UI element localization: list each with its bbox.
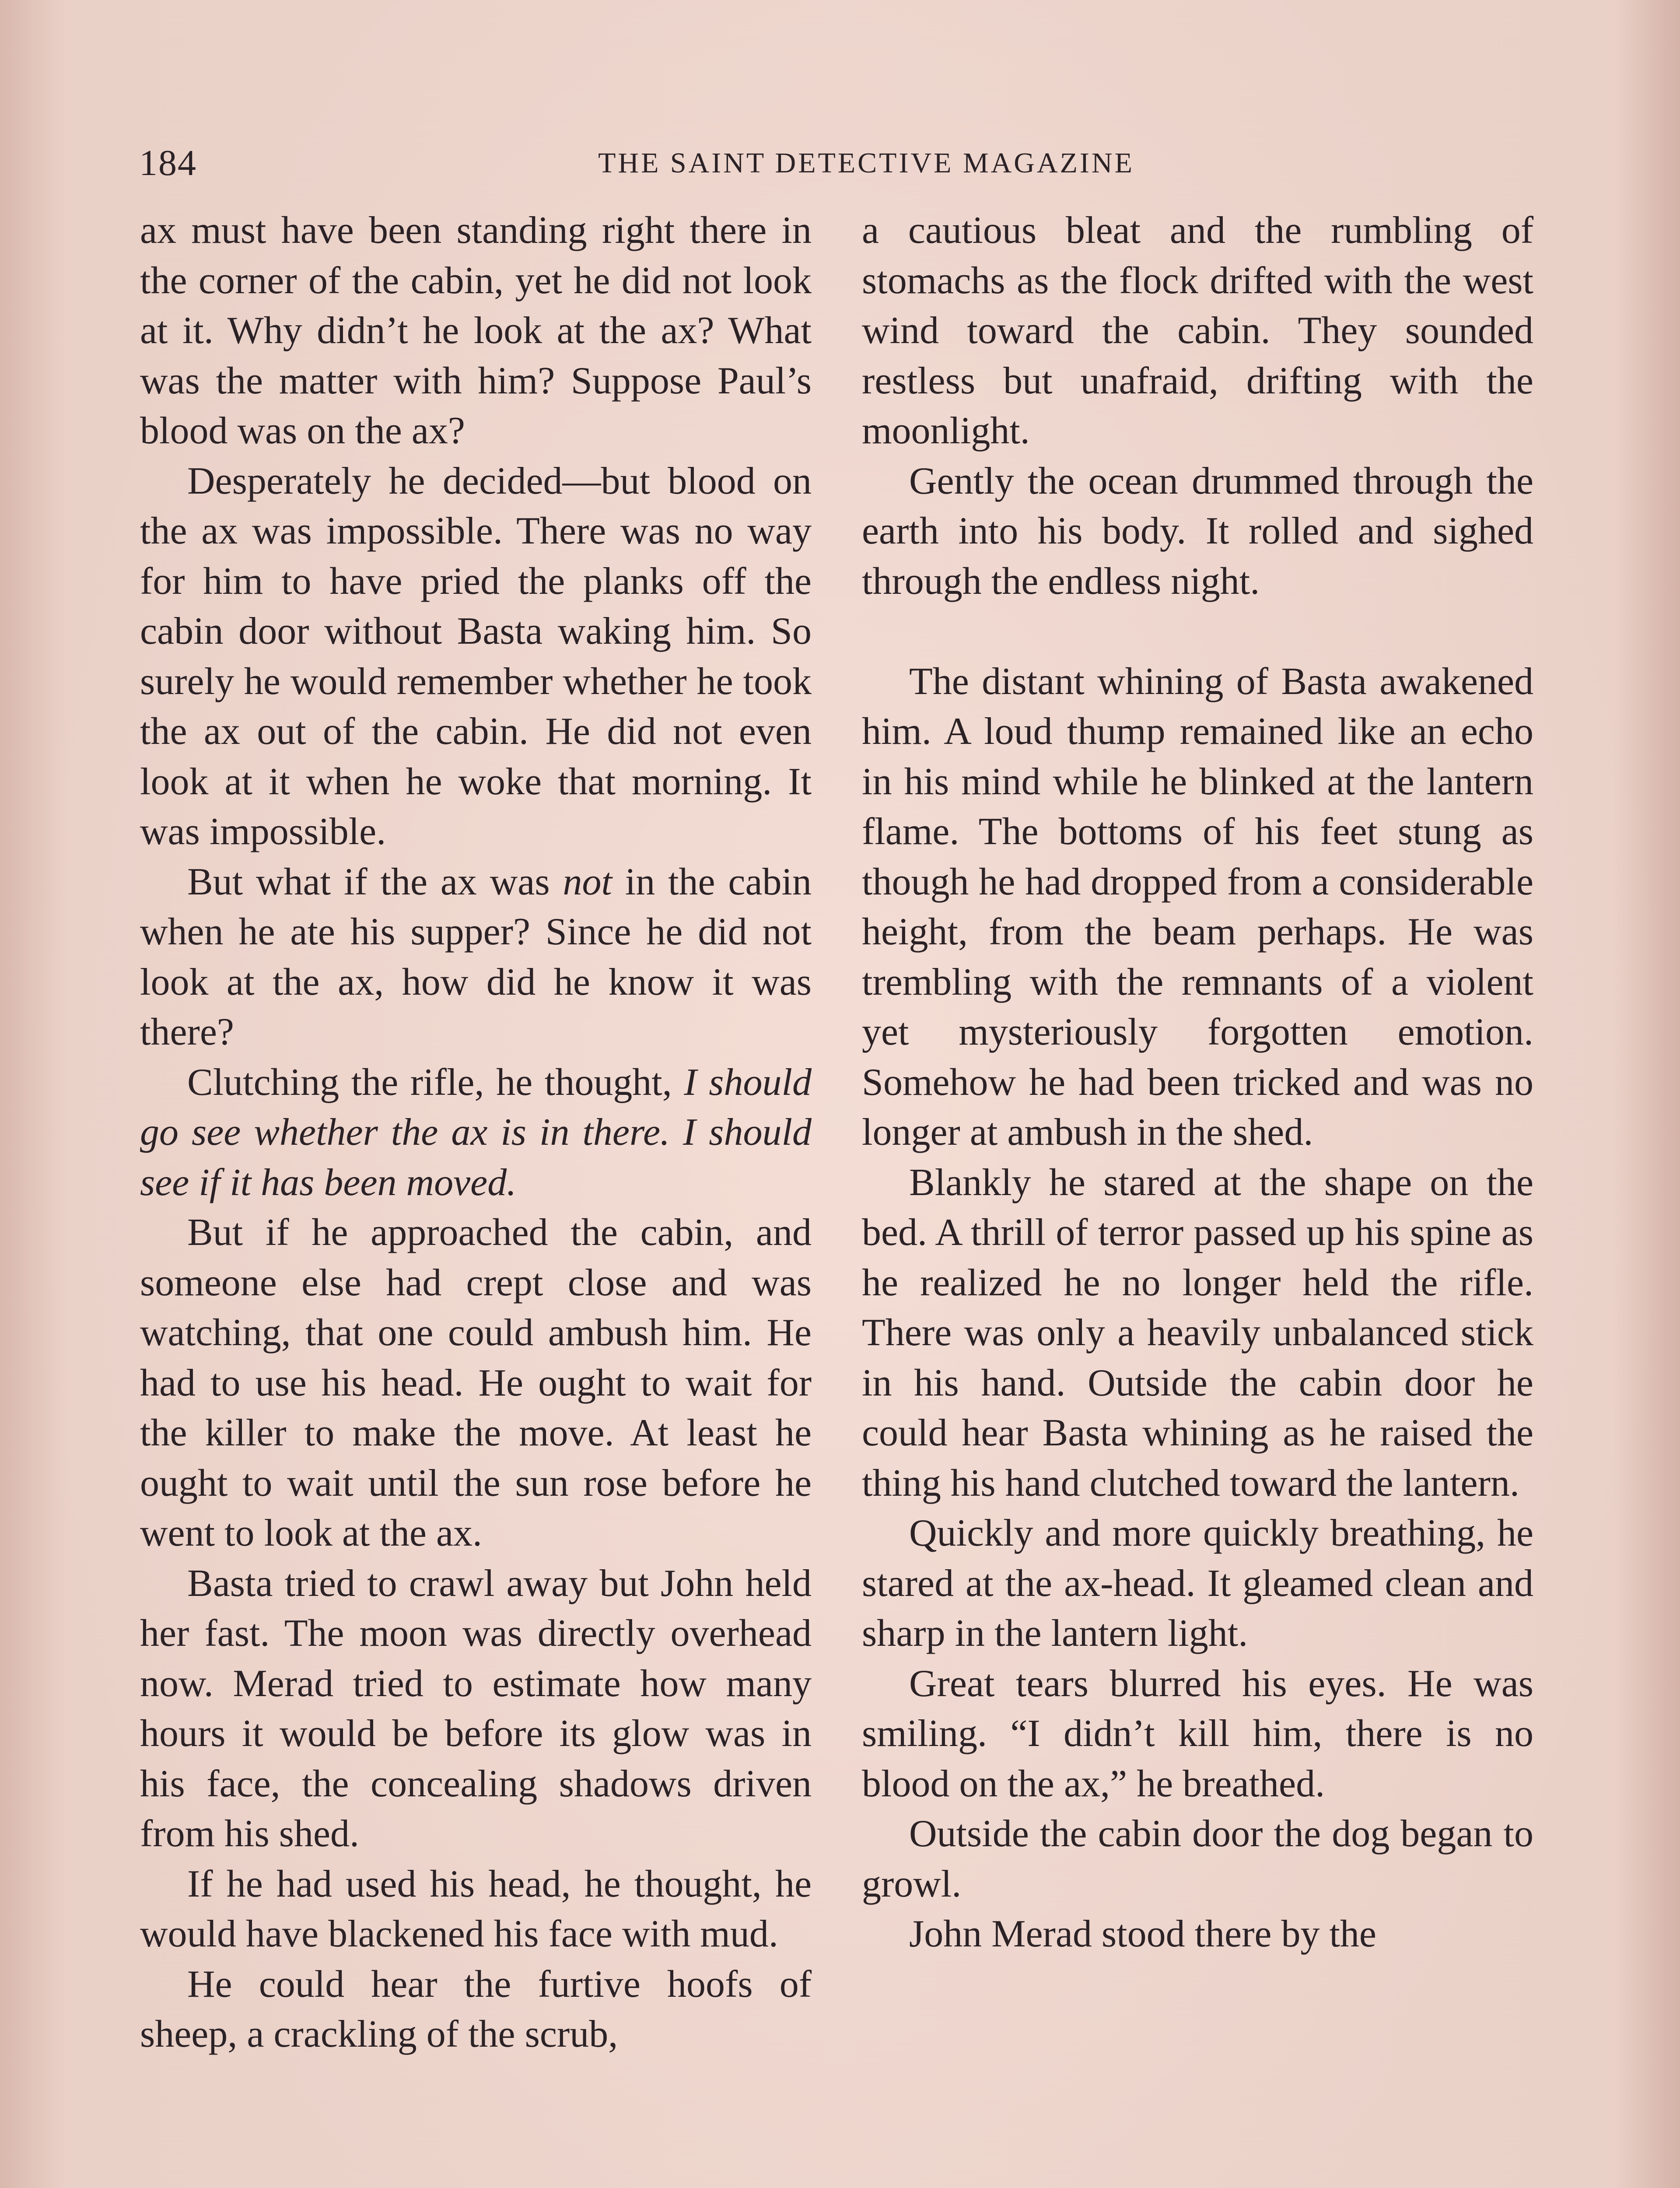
paragraph: Basta tried to crawl away but John held her fast. The moon was directly overhead now. Merad tried to estimate how many hours it would be before its glow was in his face, the concealing shadows driven from his shed. xyxy=(140,1562,812,1855)
italic-text: I should go see whether the ax is in there. I should see if it has been moved. xyxy=(140,1061,812,1204)
italic-text: not xyxy=(563,860,612,903)
paragraph: a cautious bleat and the rumbling of stomachs as the flock drifted with the west wind toward the cabin. They sounded restless but unafraid, drifting with the moonlight. xyxy=(862,209,1533,452)
paragraph: Quickly and more quickly breathing, he stared at the ax-head. It gleamed clean and sharp in the lantern light. xyxy=(862,1512,1533,1655)
running-head: THE SAINT DETECTIVE MAGAZINE xyxy=(598,147,1134,179)
right-column xyxy=(862,206,1533,1960)
paragraph: Gently the ocean drummed through the earth into his body. It rolled and sighed through the endless night. xyxy=(862,459,1533,603)
paragraph: If he had used his head, he thought, he would have blackened his face with mud. xyxy=(140,1862,812,1955)
paragraph: Desperately he decided—but blood on the ax was impossible. There was no way for him to have pried the planks off the cabin door without Basta waking him. So surely he would remember whether he took the ax out of the cabin. He did not even look at it when he woke that morning. It was impossible. xyxy=(140,459,812,853)
paragraph xyxy=(140,1058,812,1208)
page-header xyxy=(139,139,1541,187)
paragraph: Great tears blurred his eyes. He was smiling. “I didn’t kill him, there is no blood on the ax,” he breathed. xyxy=(862,1662,1533,1805)
paragraph-text: But what if the ax was xyxy=(187,860,563,903)
paragraph: Outside the cabin door the dog began to growl. xyxy=(862,1813,1533,1905)
paragraph-text: in the cabin when he ate his supper? Since he did not look at the ax, how did he know it was there? xyxy=(140,860,812,1053)
paragraph: He could hear the furtive hoofs of sheep, a crackling of the scrub, xyxy=(140,1963,812,2055)
page-number: 184 xyxy=(139,143,197,183)
paragraph-section-start: The distant whining of Basta awakened him. A loud thump remained like an echo in his mind while he blinked at the lantern flame. The bottoms of his feet stung as though he had dropped from a considerable height, from the beam perhaps. He was trembling with the remnants of a violent yet mysteriously forgotten emotion. Somehow he had been tricked and was no longer at ambush in the shed. xyxy=(862,660,1533,1154)
left-column xyxy=(140,206,812,2060)
paragraph xyxy=(140,857,812,1058)
paragraph: But if he approached the cabin, and someone else had crept close and was watching, that one could ambush him. He had to use his head. He ought to wait for the killer to make the move. At least he ought to wait until the sun rose before he went to look at the ax. xyxy=(140,1211,812,1554)
paragraph: Blankly he stared at the shape on the bed. A thrill of terror passed up his spine as he realized he no longer held the rifle. There was only a heavily unbalanced stick in his hand. Outside the cabin door he could hear Basta whining as he raised the thing his hand clutched toward the lantern. xyxy=(862,1161,1533,1504)
paragraph-text: Clutching the rifle, he thought, xyxy=(187,1061,684,1104)
paragraph: ax must have been standing right there in the corner of the cabin, yet he did not look at it. Why didn’t he look at the ax? What was the matter with him? Suppose Paul’s blood was on the ax? xyxy=(140,209,812,452)
paragraph: John Merad stood there by the xyxy=(909,1913,1376,1955)
